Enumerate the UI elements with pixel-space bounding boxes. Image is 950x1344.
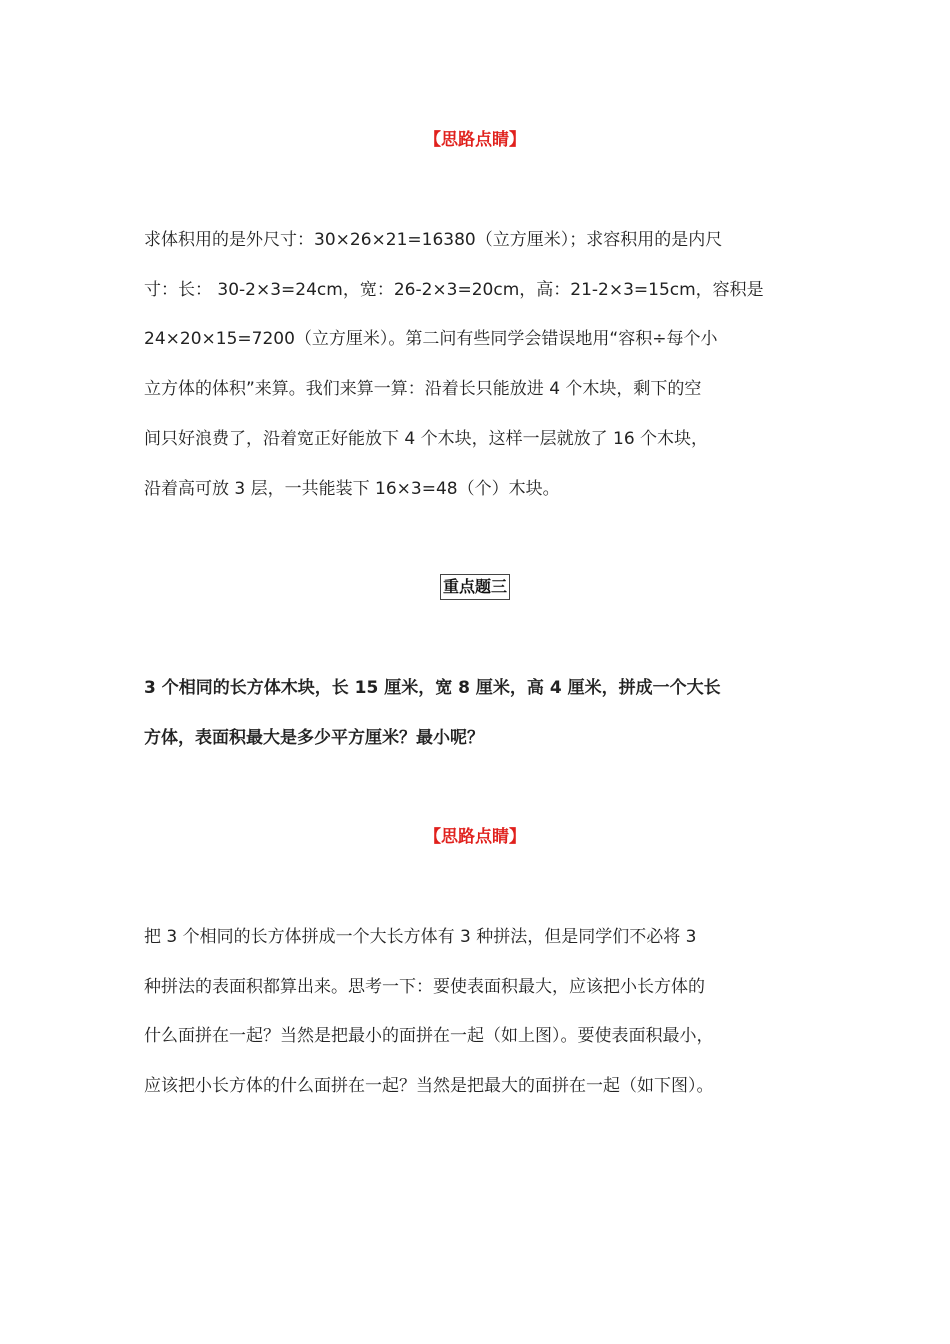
question-line: 3 个相同的长方体木块，长 15 厘米，宽 8 厘米，高 4 厘米，拼成一个大长 bbox=[144, 678, 721, 698]
paragraph-line: 沿着高可放 3 层，一共能装下 16×3=48（个）木块。 bbox=[144, 479, 560, 499]
question-line: 方体，表面积最大是多少平方厘米？最小呢？ bbox=[144, 728, 484, 748]
paragraph-line: 应该把小长方体的什么面拼在一起？当然是把最大的面拼在一起（如下图）。 bbox=[144, 1076, 714, 1096]
section-title: 重点题三 bbox=[440, 574, 510, 600]
paragraph-line: 立方体的体积”来算。我们来算一算：沿着长只能放进 4 个木块，剩下的空 bbox=[144, 379, 702, 399]
paragraph-line: 种拼法的表面积都算出来。思考一下：要使表面积最大，应该把小长方体的 bbox=[144, 977, 705, 997]
hint-heading-2: 【思路点睛】 bbox=[424, 827, 526, 847]
hint-heading-1: 【思路点睛】 bbox=[424, 130, 526, 150]
paragraph-line: 求体积用的是外尺寸：30×26×21=16380（立方厘米）；求容积用的是内尺 bbox=[144, 230, 723, 250]
paragraph-line: 24×20×15=7200（立方厘米）。第二问有些同学会错误地用“容积÷每个小 bbox=[144, 329, 718, 349]
paragraph-line: 间只好浪费了，沿着宽正好能放下 4 个木块，这样一层就放了 16 个木块， bbox=[144, 429, 709, 449]
section-title-box bbox=[0, 574, 950, 600]
paragraph-line: 什么面拼在一起？当然是把最小的面拼在一起（如上图）。要使表面积最小， bbox=[144, 1026, 714, 1046]
paragraph-line: 把 3 个相同的长方体拼成一个大长方体有 3 种拼法，但是同学们不必将 3 bbox=[144, 927, 697, 947]
paragraph-line: 寸：长： 30-2×3=24cm，宽：26-2×3=20cm，高：21-2×3=15cm，容积是 bbox=[144, 280, 764, 300]
